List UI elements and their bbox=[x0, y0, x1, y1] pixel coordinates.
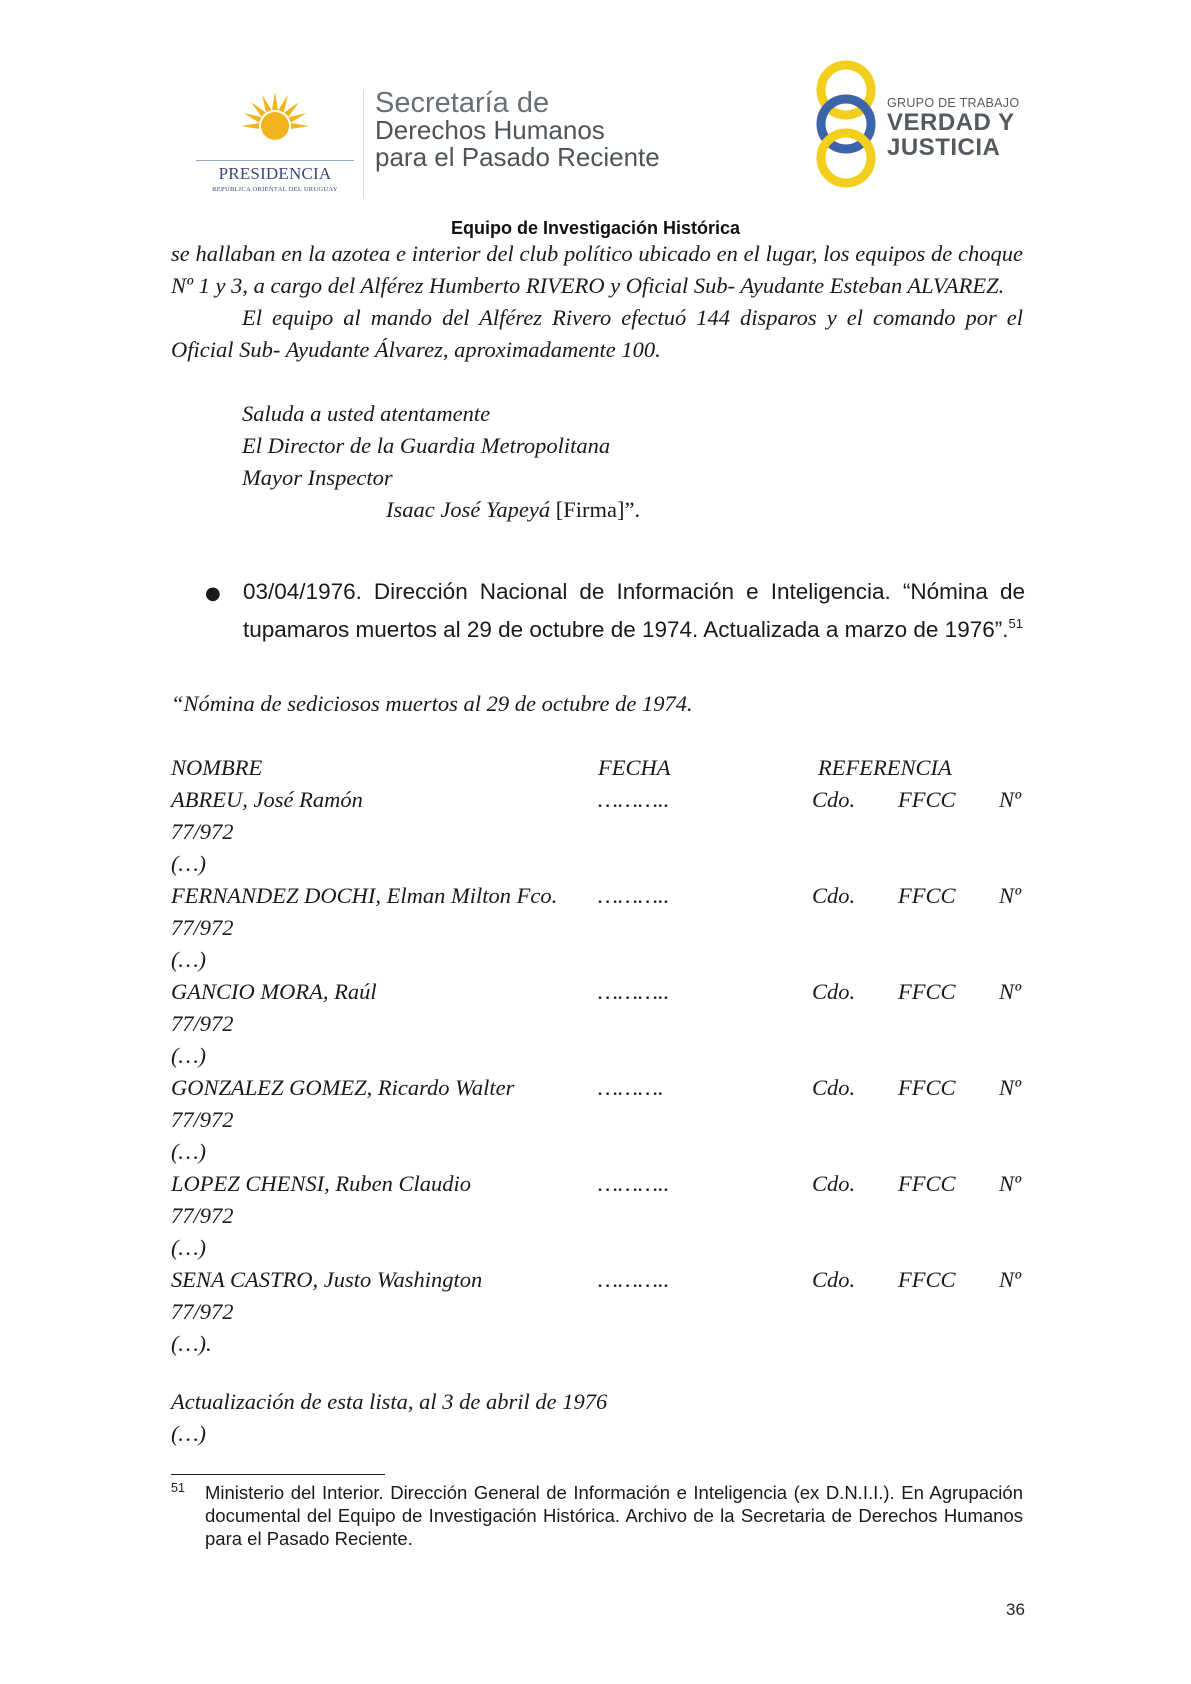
entry-ffcc: FFCC bbox=[898, 787, 956, 812]
entry-name: SENA CASTRO, Justo Washington bbox=[171, 1267, 483, 1292]
entry-ellipsis: (…) bbox=[171, 1043, 206, 1068]
secretaria-title bbox=[375, 87, 660, 172]
entry-cdo: Cdo. bbox=[812, 1075, 856, 1100]
entry-ffcc: FFCC bbox=[898, 979, 956, 1004]
entry-ellipsis: (…) bbox=[171, 1139, 206, 1164]
bullet-icon: ● bbox=[205, 583, 221, 604]
signature-line-3: Mayor Inspector bbox=[242, 465, 393, 490]
entry-number-label: Nº bbox=[999, 883, 1021, 908]
entry-number-label: Nº bbox=[999, 1075, 1021, 1100]
entry-number: 77/972 bbox=[171, 1107, 234, 1132]
header-separator bbox=[363, 90, 364, 198]
footnote-text: Ministerio del Interior. Dirección General de Información e Inteligencia (ex D.N.I.I.). En Agrupación documental del Equipo de Investigación Histórica. Archivo de la Secretaria de Derechos Humanos para el Pasado Reciente. bbox=[205, 1482, 1023, 1549]
list-item bbox=[171, 1264, 1023, 1360]
paragraph-1: se hallaban en la azotea e interior del club político ubicado en el lugar, los equipos de choque Nº 1 y 3, a cargo del Alférez Humberto RIVERO y Oficial Sub- Ayudante Esteban ALVAREZ. bbox=[171, 241, 1023, 298]
update-ellipsis: (…) bbox=[171, 1421, 206, 1446]
entry-name: LOPEZ CHENSI, Ruben Claudio bbox=[171, 1171, 472, 1196]
secretaria-line-3: para el Pasado Reciente bbox=[375, 142, 660, 172]
entry-number: 77/972 bbox=[171, 1203, 234, 1228]
signatory-name: Isaac José Yapeyá bbox=[386, 497, 551, 522]
entry-date: ……….. bbox=[598, 1267, 670, 1292]
entry-ffcc: FFCC bbox=[898, 1267, 956, 1292]
entry-cdo: Cdo. bbox=[812, 883, 856, 908]
entry-number-label: Nº bbox=[999, 979, 1021, 1004]
team-heading: Equipo de Investigación Histórica bbox=[450, 218, 741, 238]
entry-ellipsis: (…). bbox=[171, 1331, 212, 1356]
gvj-line-3: JUSTICIA bbox=[887, 134, 1001, 161]
list-item bbox=[171, 976, 1023, 1072]
entry-number: 77/972 bbox=[171, 1011, 234, 1036]
list-item bbox=[171, 1072, 1023, 1168]
entry-date: ………. bbox=[598, 1075, 664, 1100]
entry-cdo: Cdo. bbox=[812, 979, 856, 1004]
entry-cdo: Cdo. bbox=[812, 1171, 856, 1196]
verdad-justicia-rings-icon bbox=[813, 60, 879, 188]
entry-number: 77/972 bbox=[171, 1299, 234, 1324]
presidencia-logo bbox=[196, 82, 354, 202]
entry-ellipsis: (…) bbox=[171, 1235, 206, 1260]
table-header bbox=[171, 752, 1023, 784]
entry-name: ABREU, José Ramón bbox=[171, 787, 363, 812]
sun-emblem-icon bbox=[236, 82, 314, 160]
footnote-divider bbox=[171, 1474, 385, 1475]
signature-line-2: El Director de la Guardia Metropolitana bbox=[242, 433, 611, 458]
entry-number: 77/972 bbox=[171, 915, 234, 940]
entry-date: ……….. bbox=[598, 787, 670, 812]
signature-line-1: Saluda a usted atentamente bbox=[242, 401, 491, 426]
entry-name: GONZALEZ GOMEZ, Ricardo Walter bbox=[171, 1075, 515, 1100]
blank-line bbox=[171, 366, 1023, 398]
entry-name: GANCIO MORA, Raúl bbox=[171, 979, 377, 1004]
entry-ffcc: FFCC bbox=[898, 883, 956, 908]
gvj-line-2: VERDAD Y bbox=[887, 109, 1015, 136]
list-item bbox=[171, 784, 1023, 880]
paragraph-2: El equipo al mando del Alférez Rivero efectuó 144 disparos y el comando por el Oficial Sub- Ayudante Álvarez, aproximadamente 100. bbox=[171, 305, 1023, 362]
nomina-title: “Nómina de sediciosos muertos al 29 de octubre de 1974. bbox=[171, 691, 693, 716]
update-note: Actualización de esta lista, al 3 de abril de 1976 bbox=[171, 1389, 608, 1414]
presidencia-name: PRESIDENCIA bbox=[218, 164, 332, 183]
footnote-number: 51 bbox=[171, 1481, 185, 1495]
signature-line-4 bbox=[171, 494, 1023, 526]
entry-date: ……….. bbox=[598, 979, 670, 1004]
verdad-justicia-wordmark bbox=[887, 96, 1019, 160]
entry-ffcc: FFCC bbox=[898, 1075, 956, 1100]
entry-ffcc: FFCC bbox=[898, 1171, 956, 1196]
footnote-ref[interactable]: 51 bbox=[1008, 616, 1023, 631]
page-header bbox=[0, 60, 1191, 200]
signature-mark: [Firma]”. bbox=[550, 497, 641, 522]
gvj-line-1: GRUPO DE TRABAJO bbox=[887, 96, 1020, 110]
presidencia-rule bbox=[196, 160, 354, 161]
entry-number-label: Nº bbox=[999, 1171, 1021, 1196]
presidencia-subtitle: REPÚBLICA ORIENTAL DEL URUGUAY bbox=[212, 186, 338, 193]
entry-cdo: Cdo. bbox=[812, 1267, 856, 1292]
secretaria-line-1: Secretaría de bbox=[375, 87, 550, 119]
entry-date: ……….. bbox=[598, 883, 670, 908]
entry-number: 77/972 bbox=[171, 819, 234, 844]
entry-ellipsis: (…) bbox=[171, 851, 206, 876]
list-item bbox=[171, 1168, 1023, 1264]
entry-number-label: Nº bbox=[999, 1267, 1021, 1292]
entry-name: FERNANDEZ DOCHI, Elman Milton Fco. bbox=[171, 883, 558, 908]
bullet-content: 03/04/1976. Dirección Nacional de Información e Inteligencia. “Nómina de tupamaros muertos al 29 de octubre de 1974. Actualizada a marzo de 1976”. bbox=[243, 579, 1025, 642]
entry-date: ……….. bbox=[598, 1171, 670, 1196]
entry-cdo: Cdo. bbox=[812, 787, 856, 812]
list-item bbox=[171, 880, 1023, 976]
body-content bbox=[171, 238, 1023, 526]
header-fecha: FECHA bbox=[598, 755, 671, 780]
entry-number-label: Nº bbox=[999, 787, 1021, 812]
entry-ellipsis: (…) bbox=[171, 947, 206, 972]
page-number: 36 bbox=[1006, 1600, 1025, 1619]
nomina-list bbox=[171, 784, 1023, 1360]
bullet-text bbox=[243, 576, 1025, 646]
header-nombre: NOMBRE bbox=[171, 755, 263, 780]
secretaria-line-2: Derechos Humanos bbox=[375, 115, 605, 145]
header-referencia: REFERENCIA bbox=[818, 755, 952, 780]
